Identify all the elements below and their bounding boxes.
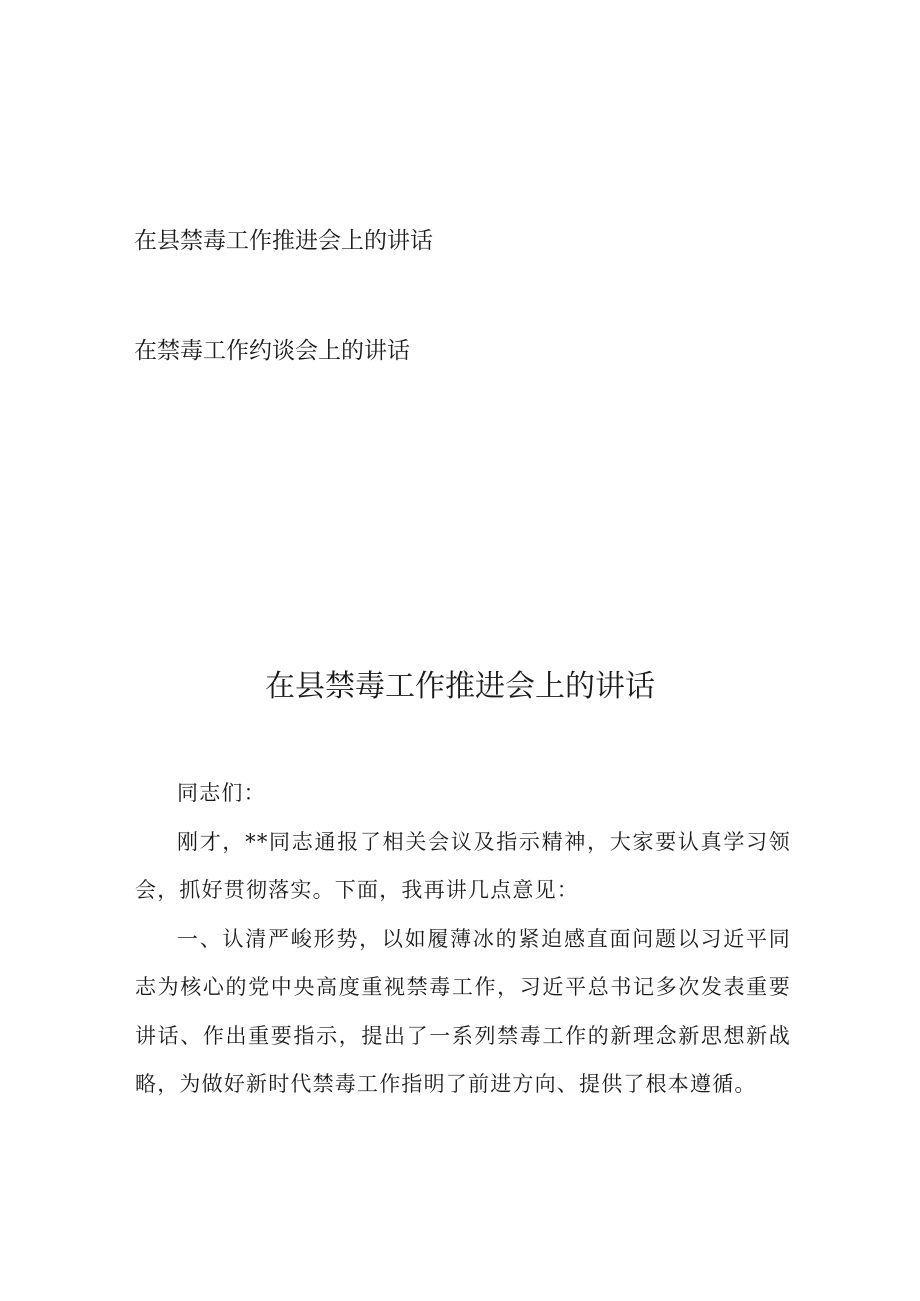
document-body	[135, 769, 791, 1109]
section-one-paragraph: 一、认清严峻形势，以如履薄冰的紧迫感直面问题以习近平同志为核心的党中央高度重视禁毒工作，习近平总书记多次发表重要讲话、作出重要指示，提出了一系列禁毒工作的新理念新思想新战略，为做好新时代禁毒工作指明了前进方向、提供了根本遵循。	[135, 926, 791, 1096]
document-title: 在县禁毒工作推进会上的讲话	[265, 669, 655, 704]
toc-item-county-drug-control-meeting: 在县禁毒工作推进会上的讲话	[134, 228, 433, 254]
opening-paragraph: 刚才，**同志通报了相关会议及指示精神，大家要认真学习领会，抓好贯彻落实。下面，我再讲几点意见：	[135, 829, 791, 902]
toc-item-drug-control-interview-meeting: 在禁毒工作约谈会上的讲话	[134, 338, 410, 364]
salutation-paragraph: 同志们：	[177, 781, 266, 805]
table-of-contents	[134, 222, 834, 442]
